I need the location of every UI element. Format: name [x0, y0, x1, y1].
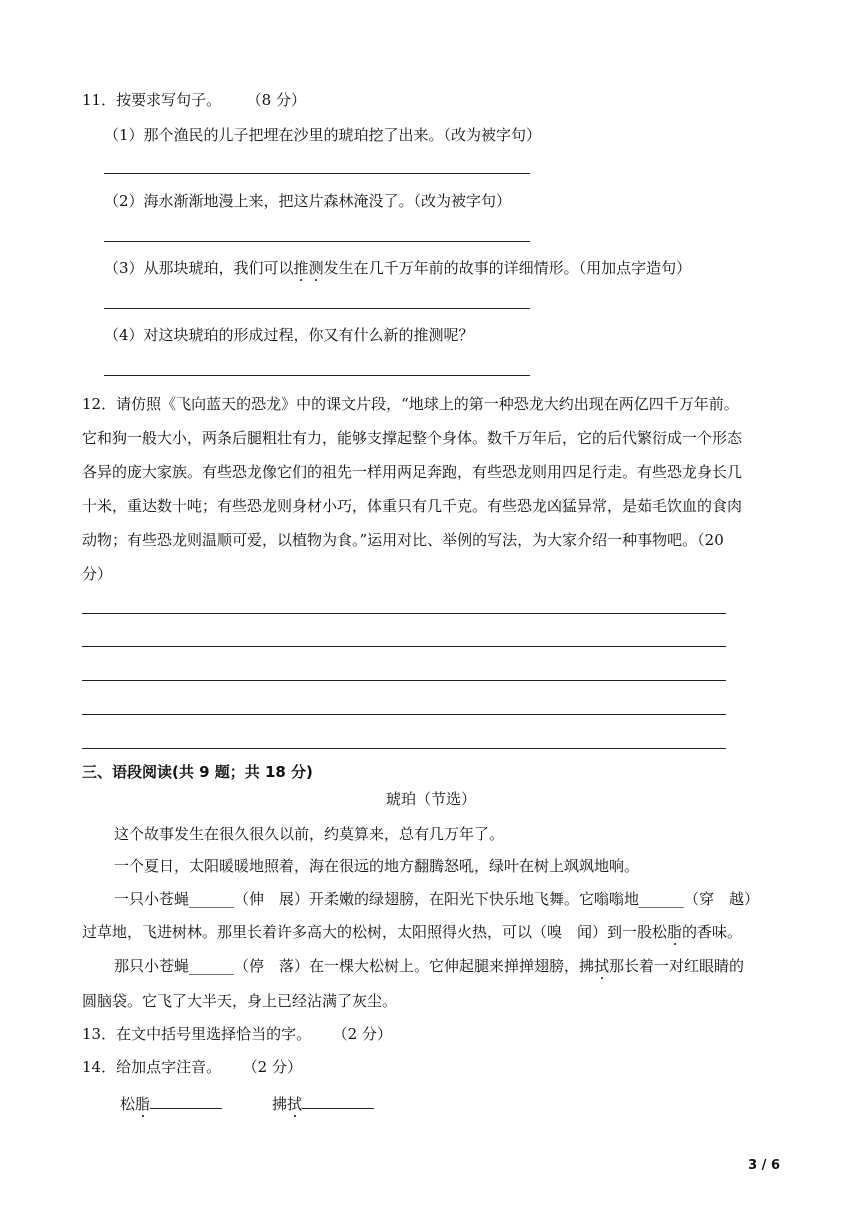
answer-line-q12-3[interactable]	[82, 680, 726, 681]
q11-item-2: （2）海水渐渐地漫上来，把这片森林淹没了。（改为被字句）	[104, 192, 512, 210]
answer-line-q11-1[interactable]	[104, 173, 530, 174]
answer-line-q11-3[interactable]	[104, 308, 530, 309]
q12-line-4: 十米，重达数十吨；有些恐龙则身材小巧，体重只有几千克。有些恐龙凶猛异常，是茹毛饮血的食肉	[82, 497, 743, 515]
dotted-char-shi: 拭	[594, 957, 610, 975]
q14-word-2: 拂拭	[272, 1092, 374, 1114]
dotted-char-zhi: 脂	[667, 923, 683, 941]
passage-paragraph-3-line-1: 一只小苍蝇______（伸 展）开柔嫩的绿翅膀，在阳光下快乐地飞舞。它嗡嗡地______（穿 越）	[114, 890, 760, 908]
q11-item-1: （1）那个渔民的儿子把埋在沙里的琥珀挖了出来。（改为被字句）	[104, 126, 542, 144]
dotted-char-ce: 测	[308, 259, 324, 277]
pinyin-blank-2[interactable]	[302, 1092, 374, 1109]
answer-line-q12-4[interactable]	[82, 714, 726, 715]
dotted-char-zhi-q14: 脂	[135, 1095, 151, 1113]
passage-paragraph-3-line-2: 过草地，飞进树林。那里长着许多高大的松树，太阳照得火热，可以（嗅 闻）到一股松脂的香味。	[82, 923, 743, 941]
pinyin-blank-1[interactable]	[150, 1092, 222, 1109]
q11-score: （8 分）	[246, 91, 306, 109]
q12-line-6: 分）	[82, 565, 113, 583]
q11-item-3: （3）从那块琥珀，我们可以推测发生在几千万年前的故事的详细情形。（用加点字造句）	[104, 259, 692, 277]
q14-text: 14．给加点字注音。	[82, 1058, 222, 1076]
answer-line-q12-5[interactable]	[82, 748, 726, 749]
passage-paragraph-1: 这个故事发生在很久很久以前，约莫算来，总有几万年了。	[114, 825, 505, 843]
q13-line	[82, 1024, 392, 1044]
q14-line	[82, 1057, 302, 1077]
passage-paragraph-4-line-2: 圆脑袋。它飞了大半天，身上已经沾满了灰尘。	[82, 992, 398, 1010]
q11-title: 11．按要求写句子。	[82, 91, 222, 109]
page-number: 3 / 6	[748, 1158, 780, 1173]
q12-line-1: 12．请仿照《飞向蓝天的恐龙》中的课文片段，“地球上的第一种恐龙大约出现在两亿四千万年前。	[82, 395, 739, 413]
section-heading: 三、语段阅读(共 9 题；共 18 分)	[82, 763, 313, 781]
answer-line-q11-2[interactable]	[104, 241, 530, 242]
passage-title: 琥珀（节选）	[386, 790, 477, 808]
q11-title-line	[82, 90, 306, 110]
q13-score: （2 分）	[332, 1025, 392, 1043]
dotted-char-tui: 推	[293, 259, 309, 277]
dotted-char-shi-q14: 拭	[287, 1095, 303, 1113]
passage-paragraph-4-line-1: 那只小苍蝇______（停 落）在一棵大松树上。它伸起腿来掸掸翅膀，拂拭那长着一对红眼睛的	[114, 957, 745, 975]
answer-line-q12-2[interactable]	[82, 646, 726, 647]
q11-item-4: （4）对这块琥珀的形成过程，你又有什么新的推测呢？	[104, 326, 474, 344]
passage-paragraph-2: 一个夏日，太阳暖暖地照着，海在很远的地方翻腾怒吼，绿叶在树上飒飒地响。	[114, 857, 640, 875]
answer-line-q12-1[interactable]	[82, 613, 726, 614]
q12-line-3: 各异的庞大家族。有些恐龙像它们的祖先一样用两足奔跑，有些恐龙则用四足行走。有些恐龙身长几	[82, 463, 743, 481]
q13-text: 13．在文中括号里选择恰当的字。	[82, 1025, 312, 1043]
q12-line-2: 它和狗一般大小，两条后腿粗壮有力，能够支撑起整个身体。数千万年后，它的后代繁衍成一个形态	[82, 429, 743, 447]
q14-score: （2 分）	[242, 1058, 302, 1076]
q12-line-5: 动物；有些恐龙则温顺可爱，以植物为食。”运用对比、举例的写法，为大家介绍一种事物吧。（20	[82, 531, 724, 549]
answer-line-q11-4[interactable]	[104, 375, 530, 376]
q14-word-1: 松脂	[120, 1092, 222, 1114]
